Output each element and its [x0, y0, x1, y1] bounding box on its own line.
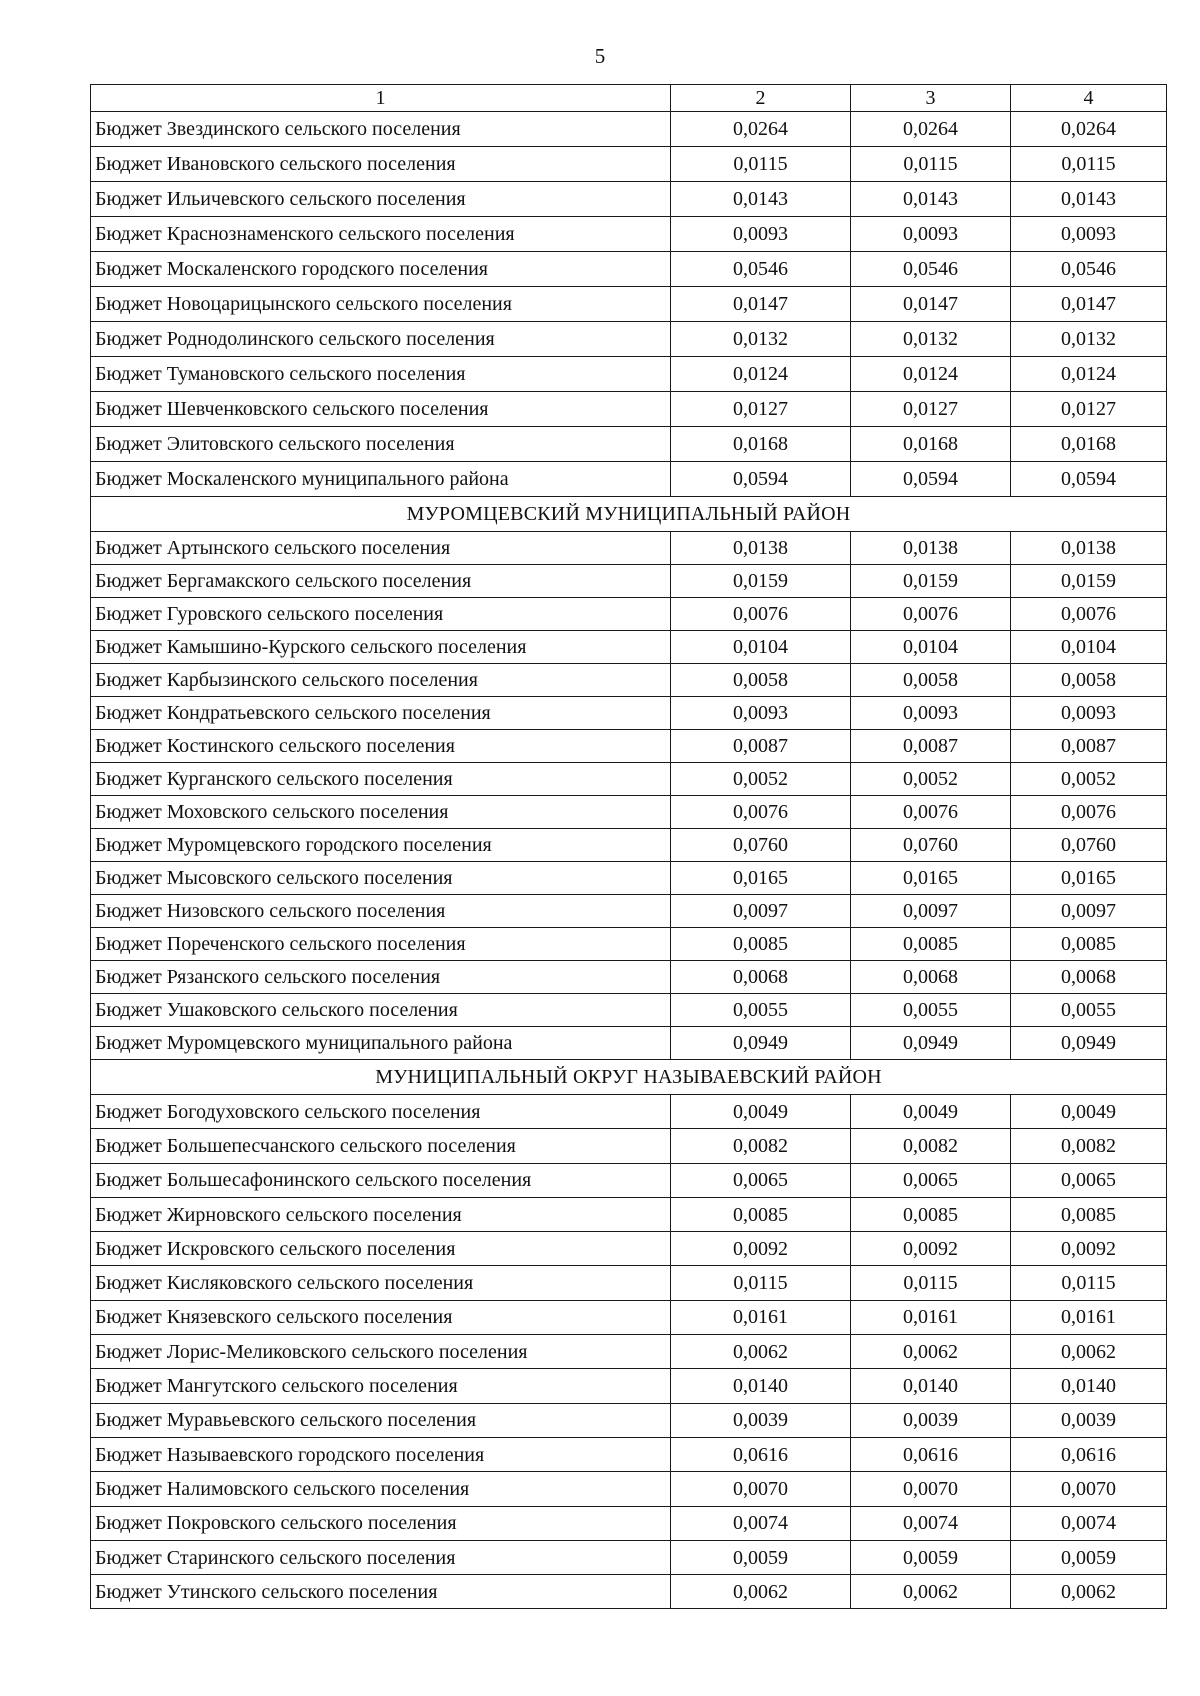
budget-name-cell: Бюджет Шевченковского сельского поселения — [91, 392, 671, 427]
value-cell-col-3: 0,0546 — [851, 252, 1011, 287]
section-heading-group — [91, 1060, 1167, 1095]
value-cell-col-3: 0,0127 — [851, 392, 1011, 427]
value-cell-col-2: 0,0143 — [671, 182, 851, 217]
value-cell-col-2: 0,0076 — [671, 598, 851, 631]
budget-allocation-table — [90, 84, 1167, 1609]
value-cell-col-2: 0,0264 — [671, 112, 851, 147]
table-row — [91, 532, 1167, 565]
value-cell-col-2: 0,0093 — [671, 697, 851, 730]
value-cell-col-4: 0,0949 — [1011, 1027, 1167, 1060]
budget-name-cell: Бюджет Муромцевского городского поселения — [91, 829, 671, 862]
column-header-3: 3 — [851, 85, 1011, 112]
table-row — [91, 730, 1167, 763]
section-title: МУНИЦИПАЛЬНЫЙ ОКРУГ НАЗЫВАЕВСКИЙ РАЙОН — [91, 1060, 1167, 1095]
table-row — [91, 252, 1167, 287]
value-cell-col-3: 0,0062 — [851, 1335, 1011, 1369]
table-row — [91, 1335, 1167, 1369]
value-cell-col-3: 0,0140 — [851, 1369, 1011, 1403]
table-row — [91, 763, 1167, 796]
value-cell-col-3: 0,0087 — [851, 730, 1011, 763]
value-cell-col-2: 0,0115 — [671, 1266, 851, 1300]
value-cell-col-4: 0,0127 — [1011, 392, 1167, 427]
value-cell-col-4: 0,0124 — [1011, 357, 1167, 392]
value-cell-col-3: 0,0059 — [851, 1540, 1011, 1574]
value-cell-col-4: 0,0062 — [1011, 1575, 1167, 1609]
value-cell-col-2: 0,0949 — [671, 1027, 851, 1060]
value-cell-col-4: 0,0132 — [1011, 322, 1167, 357]
value-cell-col-4: 0,0115 — [1011, 1266, 1167, 1300]
table-row — [91, 112, 1167, 147]
value-cell-col-4: 0,0168 — [1011, 427, 1167, 462]
table-row — [91, 664, 1167, 697]
value-cell-col-2: 0,0159 — [671, 565, 851, 598]
value-cell-col-4: 0,0055 — [1011, 994, 1167, 1027]
value-cell-col-4: 0,0070 — [1011, 1472, 1167, 1506]
budget-name-cell: Бюджет Ивановского сельского поселения — [91, 147, 671, 182]
table-row — [91, 1506, 1167, 1540]
section-body — [91, 532, 1167, 1060]
value-cell-col-4: 0,0065 — [1011, 1163, 1167, 1197]
value-cell-col-2: 0,0085 — [671, 1197, 851, 1231]
value-cell-col-3: 0,0115 — [851, 147, 1011, 182]
value-cell-col-2: 0,0138 — [671, 532, 851, 565]
value-cell-col-2: 0,0074 — [671, 1506, 851, 1540]
value-cell-col-3: 0,0949 — [851, 1027, 1011, 1060]
value-cell-col-2: 0,0065 — [671, 1163, 851, 1197]
table-row — [91, 322, 1167, 357]
value-cell-col-2: 0,0147 — [671, 287, 851, 322]
column-header-2: 2 — [671, 85, 851, 112]
value-cell-col-3: 0,0074 — [851, 1506, 1011, 1540]
budget-name-cell: Бюджет Богодуховского сельского поселения — [91, 1095, 671, 1129]
value-cell-col-3: 0,0104 — [851, 631, 1011, 664]
value-cell-col-3: 0,0594 — [851, 462, 1011, 497]
value-cell-col-2: 0,0049 — [671, 1095, 851, 1129]
value-cell-col-4: 0,0546 — [1011, 252, 1167, 287]
value-cell-col-4: 0,0087 — [1011, 730, 1167, 763]
table-row — [91, 1163, 1167, 1197]
value-cell-col-2: 0,0097 — [671, 895, 851, 928]
value-cell-col-3: 0,0068 — [851, 961, 1011, 994]
value-cell-col-2: 0,0104 — [671, 631, 851, 664]
section-heading-row — [91, 1060, 1167, 1095]
value-cell-col-4: 0,0068 — [1011, 961, 1167, 994]
value-cell-col-2: 0,0068 — [671, 961, 851, 994]
value-cell-col-4: 0,0104 — [1011, 631, 1167, 664]
value-cell-col-4: 0,0760 — [1011, 829, 1167, 862]
section-heading-row — [91, 497, 1167, 532]
budget-name-cell: Бюджет Звездинского сельского поселения — [91, 112, 671, 147]
table-row — [91, 961, 1167, 994]
budget-name-cell: Бюджет Пореченского сельского поселения — [91, 928, 671, 961]
value-cell-col-2: 0,0115 — [671, 147, 851, 182]
table-row — [91, 1129, 1167, 1163]
table-row — [91, 631, 1167, 664]
value-cell-col-3: 0,0147 — [851, 287, 1011, 322]
value-cell-col-4: 0,0049 — [1011, 1095, 1167, 1129]
budget-name-cell: Бюджет Гуровского сельского поселения — [91, 598, 671, 631]
budget-name-cell: Бюджет Курганского сельского поселения — [91, 763, 671, 796]
value-cell-col-4: 0,0052 — [1011, 763, 1167, 796]
budget-name-cell: Бюджет Лорис-Меликовского сельского поселения — [91, 1335, 671, 1369]
budget-name-cell: Бюджет Артынского сельского поселения — [91, 532, 671, 565]
value-cell-col-3: 0,0132 — [851, 322, 1011, 357]
section-heading-group — [91, 497, 1167, 532]
column-header-4: 4 — [1011, 85, 1167, 112]
table-row — [91, 1437, 1167, 1471]
value-cell-col-3: 0,0052 — [851, 763, 1011, 796]
value-cell-col-4: 0,0092 — [1011, 1232, 1167, 1266]
budget-name-cell: Бюджет Тумановского сельского поселения — [91, 357, 671, 392]
value-cell-col-4: 0,0097 — [1011, 895, 1167, 928]
table-header — [91, 85, 1167, 112]
budget-name-cell: Бюджет Москаленского муниципального района — [91, 462, 671, 497]
value-cell-col-2: 0,0168 — [671, 427, 851, 462]
table-row — [91, 1027, 1167, 1060]
budget-name-cell: Бюджет Бергамакского сельского поселения — [91, 565, 671, 598]
value-cell-col-2: 0,0132 — [671, 322, 851, 357]
budget-name-cell: Бюджет Карбызинского сельского поселения — [91, 664, 671, 697]
budget-name-cell: Бюджет Кисляковского сельского поселения — [91, 1266, 671, 1300]
value-cell-col-2: 0,0070 — [671, 1472, 851, 1506]
budget-name-cell: Бюджет Роднодолинского сельского поселения — [91, 322, 671, 357]
table-row — [91, 1095, 1167, 1129]
table-row — [91, 994, 1167, 1027]
value-cell-col-3: 0,0055 — [851, 994, 1011, 1027]
budget-name-cell: Бюджет Старинского сельского поселения — [91, 1540, 671, 1574]
value-cell-col-3: 0,0097 — [851, 895, 1011, 928]
value-cell-col-2: 0,0161 — [671, 1300, 851, 1334]
value-cell-col-3: 0,0085 — [851, 1197, 1011, 1231]
table-row — [91, 796, 1167, 829]
budget-name-cell: Бюджет Утинского сельского поселения — [91, 1575, 671, 1609]
budget-name-cell: Бюджет Князевского сельского поселения — [91, 1300, 671, 1334]
value-cell-col-3: 0,0082 — [851, 1129, 1011, 1163]
value-cell-col-2: 0,0087 — [671, 730, 851, 763]
table-row — [91, 1232, 1167, 1266]
value-cell-col-4: 0,0039 — [1011, 1403, 1167, 1437]
value-cell-col-2: 0,0093 — [671, 217, 851, 252]
value-cell-col-3: 0,0616 — [851, 1437, 1011, 1471]
budget-name-cell: Бюджет Муравьевского сельского поселения — [91, 1403, 671, 1437]
value-cell-col-3: 0,0058 — [851, 664, 1011, 697]
value-cell-col-3: 0,0039 — [851, 1403, 1011, 1437]
value-cell-col-2: 0,0062 — [671, 1575, 851, 1609]
value-cell-col-2: 0,0055 — [671, 994, 851, 1027]
value-cell-col-3: 0,0143 — [851, 182, 1011, 217]
budget-name-cell: Бюджет Моховского сельского поселения — [91, 796, 671, 829]
budget-name-cell: Бюджет Большесафонинского сельского поселения — [91, 1163, 671, 1197]
section-title: МУРОМЦЕВСКИЙ МУНИЦИПАЛЬНЫЙ РАЙОН — [91, 497, 1167, 532]
value-cell-col-3: 0,0093 — [851, 217, 1011, 252]
table-row — [91, 1472, 1167, 1506]
value-cell-col-2: 0,0594 — [671, 462, 851, 497]
value-cell-col-3: 0,0159 — [851, 565, 1011, 598]
budget-name-cell: Бюджет Камышино-Курского сельского поселения — [91, 631, 671, 664]
value-cell-col-4: 0,0076 — [1011, 796, 1167, 829]
value-cell-col-2: 0,0085 — [671, 928, 851, 961]
budget-name-cell: Бюджет Мысовского сельского поселения — [91, 862, 671, 895]
page-number: 5 — [594, 44, 606, 68]
value-cell-col-2: 0,0058 — [671, 664, 851, 697]
table-row — [91, 1540, 1167, 1574]
value-cell-col-4: 0,0115 — [1011, 147, 1167, 182]
value-cell-col-4: 0,0140 — [1011, 1369, 1167, 1403]
value-cell-col-3: 0,0138 — [851, 532, 1011, 565]
table-row — [91, 357, 1167, 392]
budget-name-cell: Бюджет Искровского сельского поселения — [91, 1232, 671, 1266]
value-cell-col-3: 0,0092 — [851, 1232, 1011, 1266]
value-cell-col-2: 0,0616 — [671, 1437, 851, 1471]
value-cell-col-3: 0,0093 — [851, 697, 1011, 730]
budget-name-cell: Бюджет Муромцевского муниципального района — [91, 1027, 671, 1060]
table-row — [91, 895, 1167, 928]
value-cell-col-4: 0,0264 — [1011, 112, 1167, 147]
value-cell-col-4: 0,0074 — [1011, 1506, 1167, 1540]
budget-name-cell: Бюджет Мангутского сельского поселения — [91, 1369, 671, 1403]
value-cell-col-3: 0,0264 — [851, 112, 1011, 147]
table-row — [91, 565, 1167, 598]
table-row — [91, 427, 1167, 462]
value-cell-col-4: 0,0076 — [1011, 598, 1167, 631]
budget-name-cell: Бюджет Жирновского сельского поселения — [91, 1197, 671, 1231]
value-cell-col-3: 0,0070 — [851, 1472, 1011, 1506]
budget-name-cell: Бюджет Низовского сельского поселения — [91, 895, 671, 928]
value-cell-col-4: 0,0161 — [1011, 1300, 1167, 1334]
value-cell-col-4: 0,0085 — [1011, 928, 1167, 961]
value-cell-col-3: 0,0760 — [851, 829, 1011, 862]
value-cell-col-4: 0,0059 — [1011, 1540, 1167, 1574]
value-cell-col-4: 0,0143 — [1011, 182, 1167, 217]
value-cell-col-2: 0,0127 — [671, 392, 851, 427]
value-cell-col-3: 0,0168 — [851, 427, 1011, 462]
value-cell-col-4: 0,0147 — [1011, 287, 1167, 322]
budget-name-cell: Бюджет Элитовского сельского поселения — [91, 427, 671, 462]
value-cell-col-2: 0,0059 — [671, 1540, 851, 1574]
value-cell-col-4: 0,0062 — [1011, 1335, 1167, 1369]
table-row — [91, 1197, 1167, 1231]
table-row — [91, 1369, 1167, 1403]
value-cell-col-3: 0,0161 — [851, 1300, 1011, 1334]
value-cell-col-4: 0,0616 — [1011, 1437, 1167, 1471]
value-cell-col-4: 0,0093 — [1011, 217, 1167, 252]
value-cell-col-2: 0,0052 — [671, 763, 851, 796]
value-cell-col-4: 0,0085 — [1011, 1197, 1167, 1231]
table-row — [91, 462, 1167, 497]
value-cell-col-4: 0,0058 — [1011, 664, 1167, 697]
table-row — [91, 829, 1167, 862]
budget-name-cell: Бюджет Москаленского городского поселения — [91, 252, 671, 287]
value-cell-col-2: 0,0546 — [671, 252, 851, 287]
budget-name-cell: Бюджет Покровского сельского поселения — [91, 1506, 671, 1540]
value-cell-col-4: 0,0082 — [1011, 1129, 1167, 1163]
budget-name-cell: Бюджет Новоцарицынского сельского поселения — [91, 287, 671, 322]
table-row — [91, 598, 1167, 631]
value-cell-col-3: 0,0124 — [851, 357, 1011, 392]
value-cell-col-4: 0,0165 — [1011, 862, 1167, 895]
section-body — [91, 1095, 1167, 1609]
value-cell-col-2: 0,0140 — [671, 1369, 851, 1403]
table-row — [91, 1575, 1167, 1609]
table-row — [91, 1403, 1167, 1437]
table-row — [91, 287, 1167, 322]
budget-name-cell: Бюджет Налимовского сельского поселения — [91, 1472, 671, 1506]
budget-name-cell: Бюджет Краснознаменского сельского поселения — [91, 217, 671, 252]
table-row — [91, 928, 1167, 961]
table-row — [91, 217, 1167, 252]
table-row — [91, 392, 1167, 427]
value-cell-col-4: 0,0159 — [1011, 565, 1167, 598]
budget-name-cell: Бюджет Большепесчанского сельского поселения — [91, 1129, 671, 1163]
value-cell-col-3: 0,0115 — [851, 1266, 1011, 1300]
value-cell-col-2: 0,0165 — [671, 862, 851, 895]
value-cell-col-2: 0,0760 — [671, 829, 851, 862]
table-row — [91, 862, 1167, 895]
value-cell-col-3: 0,0049 — [851, 1095, 1011, 1129]
budget-name-cell: Бюджет Костинского сельского поселения — [91, 730, 671, 763]
value-cell-col-4: 0,0093 — [1011, 697, 1167, 730]
value-cell-col-3: 0,0165 — [851, 862, 1011, 895]
budget-name-cell: Бюджет Кондратьевского сельского поселения — [91, 697, 671, 730]
table-row — [91, 182, 1167, 217]
value-cell-col-3: 0,0062 — [851, 1575, 1011, 1609]
value-cell-col-3: 0,0065 — [851, 1163, 1011, 1197]
table-row — [91, 1266, 1167, 1300]
value-cell-col-2: 0,0082 — [671, 1129, 851, 1163]
budget-name-cell: Бюджет Называевского городского поселения — [91, 1437, 671, 1471]
table-row — [91, 147, 1167, 182]
value-cell-col-3: 0,0076 — [851, 598, 1011, 631]
budget-name-cell: Бюджет Рязанского сельского поселения — [91, 961, 671, 994]
value-cell-col-3: 0,0076 — [851, 796, 1011, 829]
value-cell-col-4: 0,0138 — [1011, 532, 1167, 565]
value-cell-col-2: 0,0039 — [671, 1403, 851, 1437]
budget-name-cell: Бюджет Ушаковского сельского поселения — [91, 994, 671, 1027]
section-body — [91, 112, 1167, 497]
value-cell-col-4: 0,0594 — [1011, 462, 1167, 497]
budget-name-cell: Бюджет Ильичевского сельского поселения — [91, 182, 671, 217]
value-cell-col-2: 0,0124 — [671, 357, 851, 392]
table-row — [91, 1300, 1167, 1334]
value-cell-col-2: 0,0076 — [671, 796, 851, 829]
value-cell-col-3: 0,0085 — [851, 928, 1011, 961]
column-number-row — [91, 85, 1167, 112]
value-cell-col-2: 0,0062 — [671, 1335, 851, 1369]
column-header-1: 1 — [91, 85, 671, 112]
value-cell-col-2: 0,0092 — [671, 1232, 851, 1266]
table-row — [91, 697, 1167, 730]
